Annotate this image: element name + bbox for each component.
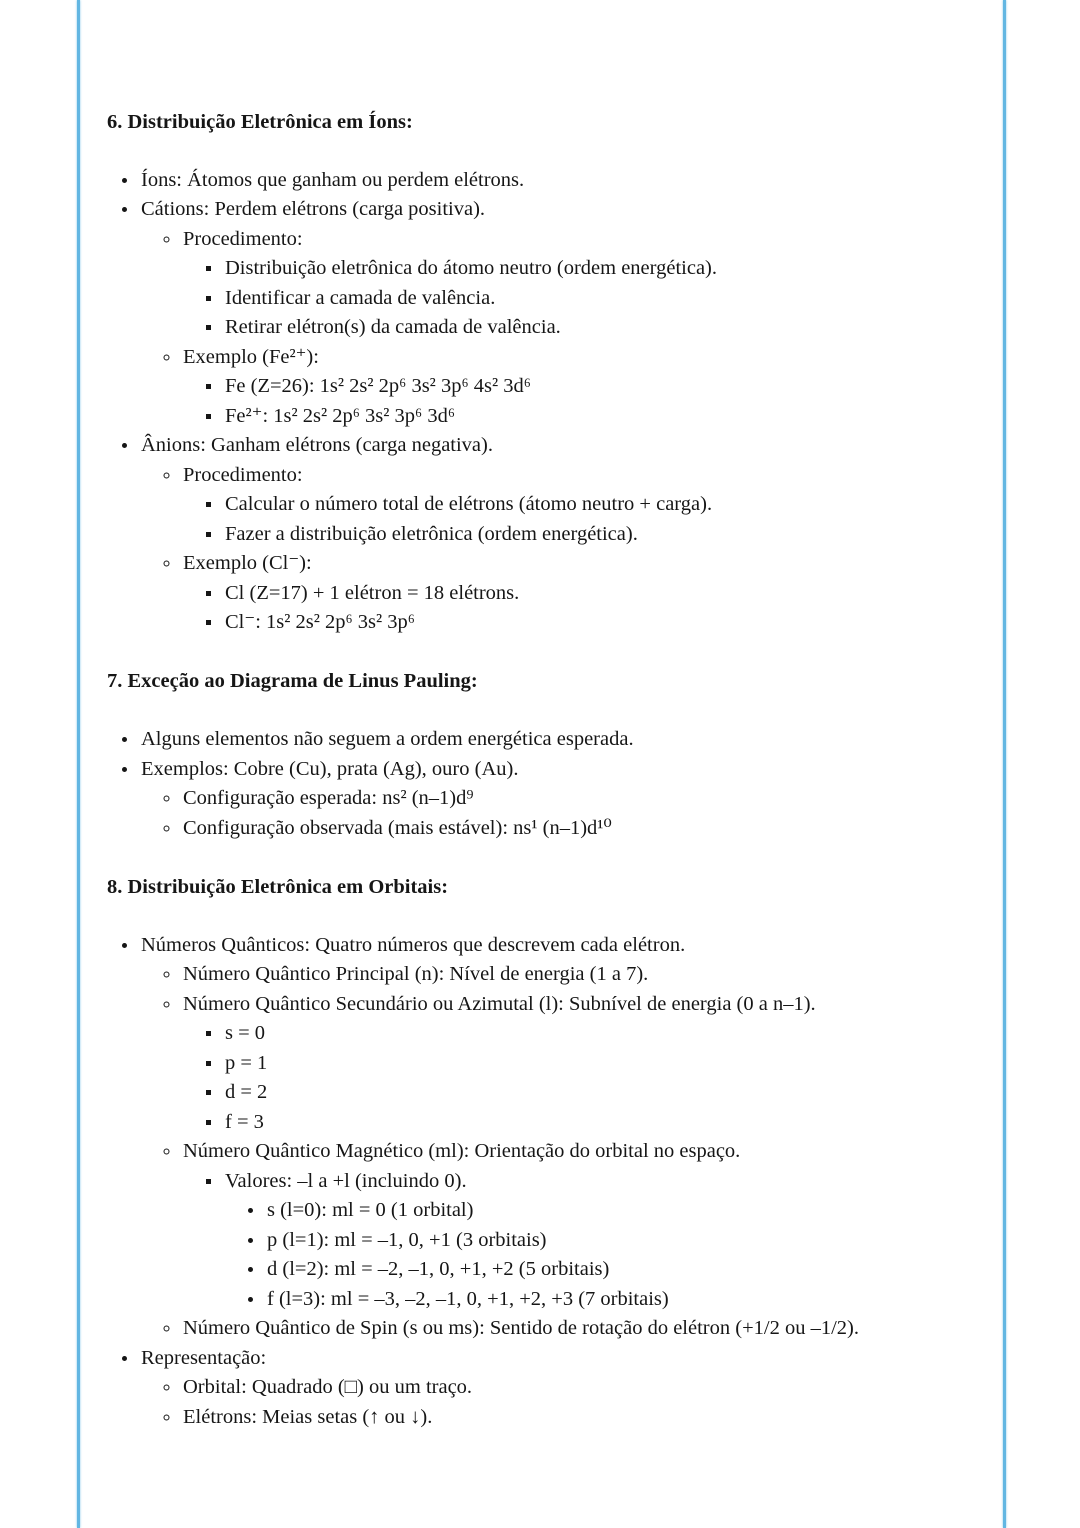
list-item-text: p = 1 [225, 1051, 268, 1074]
list-item [181, 343, 980, 432]
list-item-text: Procedimento: [183, 463, 303, 486]
list-item-text: f (l=3): ml = –3, –2, –1, 0, +1, +2, +3 (7 orbitais) [267, 1287, 669, 1310]
list-item [181, 784, 980, 814]
list-item [223, 608, 980, 638]
list-item-text: Cl (Z=17) + 1 elétron = 18 elétrons. [225, 581, 520, 604]
list-item [223, 402, 980, 432]
list-item [181, 1137, 980, 1314]
list-item [139, 755, 980, 844]
section-7-excecao [107, 667, 980, 843]
section-8-orbitais [107, 873, 980, 1433]
list-item [181, 814, 980, 844]
list-item-text: s = 0 [225, 1022, 266, 1044]
list-item-text: Identificar a camada de valência. [225, 286, 496, 309]
list-item-text: Fe (Z=26): 1s² 2s² 2p⁶ 3s² 3p⁶ 4s² 3d⁶ [225, 375, 531, 397]
list-item-text: Número Quântico de Spin (s ou ms): Sentido de rotação do elétron (+1/2 ou –1/2). [183, 1317, 859, 1339]
list-item-text: Número Quântico Magnético (ml): Orientação do orbital no espaço. [183, 1140, 741, 1162]
list-item-text: Retirar elétron(s) da camada de valência. [225, 316, 561, 338]
list-item [181, 1373, 980, 1403]
list-item-text: Exemplos: Cobre (Cu), prata (Ag), ouro (Au). [141, 757, 519, 780]
list-item [223, 1078, 980, 1108]
list-item [181, 960, 980, 990]
list-item-text: Valores: –l a +l (incluindo 0). [225, 1169, 467, 1192]
section-6-list [107, 166, 980, 638]
list-item [223, 313, 980, 343]
list-item-text: s (l=0): ml = 0 (1 orbital) [267, 1199, 474, 1221]
list-item [223, 254, 980, 284]
list-item [139, 725, 980, 755]
section-8-heading: 8. Distribuição Eletrônica em Orbitais: [107, 875, 449, 898]
list-item [223, 579, 980, 609]
list-item-text: f = 3 [225, 1110, 264, 1133]
list-item-text: Íons: Átomos que ganham ou perdem elétrons. [141, 168, 525, 191]
list-item [265, 1285, 980, 1315]
list-item-text: Cl⁻: 1s² 2s² 2p⁶ 3s² 3p⁶ [225, 611, 415, 633]
list-item [181, 461, 980, 550]
list-item [181, 990, 980, 1138]
list-item [181, 225, 980, 343]
list-item [139, 931, 980, 1344]
section-6-heading: 6. Distribuição Eletrônica em Íons: [107, 110, 413, 133]
list-item [223, 1049, 980, 1079]
list-item-text: Procedimento: [183, 227, 303, 250]
list-item [265, 1196, 980, 1226]
list-item-text: Número Quântico Principal (n): Nível de energia (1 a 7). [183, 963, 649, 985]
list-item-text: Distribuição eletrônica do átomo neutro (ordem energética). [225, 257, 717, 279]
list-item-text: d (l=2): ml = –2, –1, 0, +1, +2 (5 orbitais) [267, 1258, 610, 1280]
list-item [223, 1108, 980, 1138]
list-item-text: Número Quântico Secundário ou Azimutal (l): Subnível de energia (0 a n–1). [183, 992, 816, 1015]
section-7-heading: 7. Exceção ao Diagrama de Linus Pauling: [107, 670, 478, 692]
list-item [223, 490, 980, 520]
list-item-text: d = 2 [225, 1081, 268, 1103]
list-item-text: Configuração observada (mais estável): ns¹ (n–1)d¹⁰ [183, 816, 612, 839]
list-item [223, 1167, 980, 1315]
list-item [265, 1255, 980, 1285]
list-item-text: Números Quânticos: Quatro números que descrevem cada elétron. [141, 933, 686, 956]
list-item-text: Representação: [141, 1346, 267, 1369]
list-item-text: Alguns elementos não seguem a ordem energética esperada. [141, 728, 634, 750]
list-item-text: Exemplo (Fe²⁺): [183, 345, 319, 368]
list-item-text: Cátions: Perdem elétrons (carga positiva). [141, 198, 486, 220]
list-item [181, 1314, 980, 1344]
list-item [181, 549, 980, 638]
list-item [223, 520, 980, 550]
section-8-list [107, 931, 980, 1433]
list-item [139, 431, 980, 638]
list-item-text: Exemplo (Cl⁻): [183, 552, 312, 574]
list-item-text: Calcular o número total de elétrons (átomo neutro + carga). [225, 493, 713, 515]
list-item-text: Orbital: Quadrado (□) ou um traço. [183, 1376, 473, 1398]
list-item-text: Configuração esperada: ns² (n–1)d⁹ [183, 787, 474, 809]
document-content [77, 0, 1004, 1432]
section-7-list [107, 725, 980, 843]
list-item-text: Elétrons: Meias setas (↑ ou ↓). [183, 1405, 433, 1428]
list-item [139, 195, 980, 431]
list-item [223, 372, 980, 402]
list-item-text: Ânions: Ganham elétrons (carga negativa). [141, 434, 493, 456]
list-item [223, 1019, 980, 1049]
list-item [139, 166, 980, 196]
list-item-text: p (l=1): ml = –1, 0, +1 (3 orbitais) [267, 1228, 547, 1251]
list-item-text: Fazer a distribuição eletrônica (ordem energética). [225, 522, 638, 545]
list-item [265, 1226, 980, 1256]
list-item [181, 1403, 980, 1433]
section-6-ions [107, 108, 980, 638]
list-item [139, 1344, 980, 1433]
list-item [223, 284, 980, 314]
list-item-text: Fe²⁺: 1s² 2s² 2p⁶ 3s² 3p⁶ 3d⁶ [225, 404, 455, 427]
